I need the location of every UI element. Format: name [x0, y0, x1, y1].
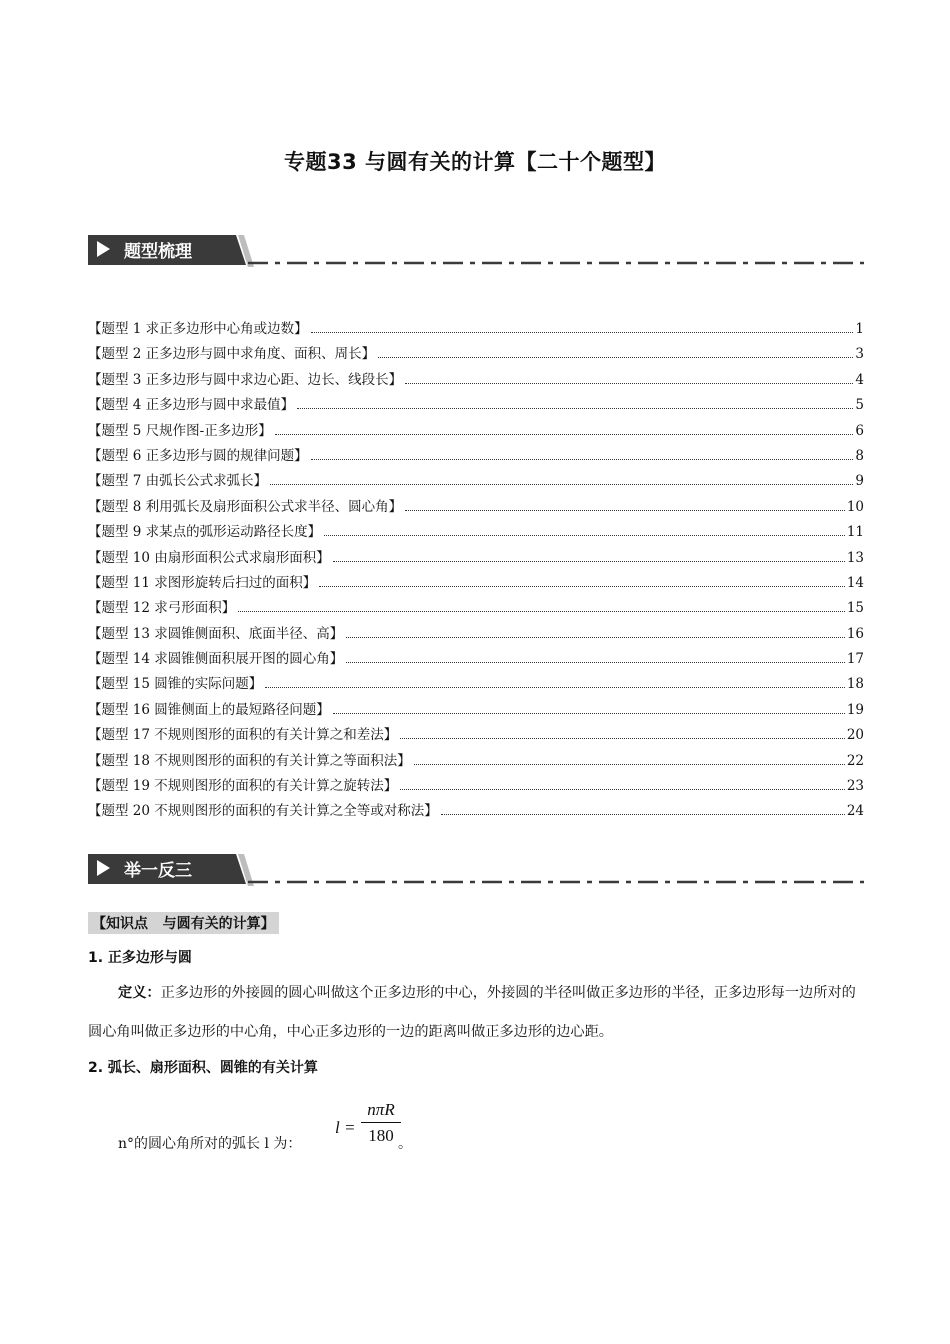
toc-entry[interactable]	[88, 596, 864, 621]
toc-page-number: 9	[855, 473, 864, 490]
toc-entry-title: 【题型 10 由扇形面积公式求扇形面积】	[88, 549, 330, 566]
toc-page-number: 6	[855, 422, 864, 439]
toc-entry-title: 【题型 17 不规则图形的面积的有关计算之和差法】	[88, 727, 398, 744]
toc-page-number: 5	[855, 397, 864, 414]
toc-entry[interactable]	[88, 723, 864, 748]
toc-dot-leader	[441, 814, 845, 815]
toc-entry[interactable]	[88, 419, 864, 444]
toc-dot-leader	[400, 789, 845, 790]
toc-dot-leader	[333, 713, 845, 714]
toc-entry-title: 【题型 2 正多边形与圆中求角度、面积、周长】	[88, 346, 376, 363]
toc-entry-title: 【题型 8 利用弧长及扇形面积公式求半径、圆心角】	[88, 498, 403, 515]
toc-entry[interactable]	[88, 749, 864, 774]
toc-page-number: 24	[846, 803, 864, 820]
table-of-contents	[88, 317, 864, 825]
toc-dot-leader	[297, 408, 853, 409]
toc-page-number: 19	[846, 701, 864, 718]
banner-graphic	[88, 232, 864, 272]
toc-dot-leader	[324, 535, 845, 536]
toc-page-number: 20	[846, 727, 864, 744]
formula-period: 。	[398, 1136, 412, 1152]
toc-page-number: 4	[855, 371, 864, 388]
toc-entry[interactable]	[88, 622, 864, 647]
toc-entry[interactable]	[88, 546, 864, 571]
toc-dot-leader	[319, 586, 845, 587]
toc-dot-leader	[275, 434, 854, 435]
toc-page-number: 1	[855, 321, 864, 337]
definition-label: 定义：	[118, 985, 161, 1001]
toc-entry-title: 【题型 6 正多边形与圆的规律问题】	[88, 447, 308, 464]
toc-page-number: 15	[846, 600, 864, 617]
toc-page-number: 18	[846, 676, 864, 693]
toc-entry[interactable]	[88, 520, 864, 545]
toc-entry-title: 【题型 19 不规则图形的面积的有关计算之旋转法】	[88, 778, 398, 795]
toc-dot-leader	[270, 484, 853, 485]
formula-fraction	[361, 1100, 401, 1146]
toc-page-number: 11	[846, 524, 864, 541]
toc-entry-title: 【题型 20 不规则图形的面积的有关计算之全等或对称法】	[88, 803, 438, 820]
toc-page-number: 22	[846, 752, 864, 769]
toc-entry[interactable]	[88, 469, 864, 494]
toc-dot-leader	[311, 459, 854, 460]
toc-entry[interactable]	[88, 571, 864, 596]
toc-entry[interactable]	[88, 698, 864, 723]
toc-entry[interactable]	[88, 495, 864, 520]
toc-page-number: 23	[846, 778, 864, 795]
toc-dot-leader	[333, 561, 845, 562]
toc-dot-leader	[238, 611, 845, 612]
formula-lhs: l =	[335, 1118, 356, 1137]
page-title: 专题33 与圆有关的计算【二十个题型】	[283, 150, 667, 174]
toc-entry[interactable]	[88, 672, 864, 697]
toc-entry[interactable]	[88, 647, 864, 672]
banner-graphic	[88, 851, 864, 891]
section-banner-types	[88, 232, 864, 272]
toc-dot-leader	[346, 662, 845, 663]
toc-dot-leader	[311, 332, 854, 333]
toc-page-number: 10	[846, 498, 864, 515]
toc-entry[interactable]	[88, 799, 864, 824]
toc-entry[interactable]	[88, 368, 864, 393]
toc-entry-title: 【题型 13 求圆锥侧面积、底面半径、高】	[88, 625, 344, 642]
toc-entry-title: 【题型 9 求某点的弧形运动路径长度】	[88, 524, 322, 541]
toc-entry[interactable]	[88, 342, 864, 367]
toc-entry-title: 【题型 11 求图形旋转后扫过的面积】	[88, 574, 317, 591]
toc-entry-title: 【题型 18 不规则图形的面积的有关计算之等面积法】	[88, 752, 411, 769]
section-title: 题型梳理	[124, 242, 192, 262]
toc-entry[interactable]	[88, 317, 864, 342]
toc-page-number: 3	[855, 346, 864, 363]
formula-numerator: nπR	[367, 1100, 395, 1119]
section-banner-examples	[88, 851, 864, 891]
toc-entry-title: 【题型 1 求正多边形中心角或边数】	[88, 321, 308, 337]
knowledge-point-tag: 【知识点 与圆有关的计算】	[88, 912, 279, 934]
toc-dot-leader	[265, 687, 845, 688]
toc-entry[interactable]	[88, 444, 864, 469]
toc-entry-title: 【题型 16 圆锥侧面上的最短路径问题】	[88, 701, 330, 718]
toc-dot-leader	[414, 764, 845, 765]
toc-entry-title: 【题型 3 正多边形与圆中求边心距、边长、线段长】	[88, 371, 403, 388]
subheading-arc-sector-cone: 2. 弧长、扇形面积、圆锥的有关计算	[88, 1060, 318, 1076]
toc-entry[interactable]	[88, 393, 864, 418]
toc-page-number: 13	[846, 549, 864, 566]
fraction-bar	[361, 1122, 401, 1123]
toc-entry-title: 【题型 15 圆锥的实际问题】	[88, 676, 263, 693]
toc-entry-title: 【题型 14 求圆锥侧面积展开图的圆心角】	[88, 651, 344, 668]
toc-entry-title: 【题型 5 尺规作图-正多边形】	[88, 422, 272, 439]
toc-dot-leader	[346, 637, 845, 638]
toc-entry-title: 【题型 12 求弓形面积】	[88, 600, 236, 617]
toc-page-number: 14	[846, 574, 864, 591]
toc-entry-title: 【题型 4 正多边形与圆中求最值】	[88, 397, 295, 414]
arc-length-text: n°的圆心角所对的弧长 l 为：	[118, 1136, 302, 1152]
definition-text: 正多边形的外接圆的圆心叫做这个正多边形的中心，外接圆的半径叫做正多边形的半径，正多边形每一边所对的圆心角叫做正多边形的中心角，中心正多边形的一边的距离叫做正多边形的边心距。	[88, 985, 856, 1040]
formula-denominator: 180	[368, 1126, 394, 1145]
toc-page-number: 8	[855, 447, 864, 464]
toc-entry[interactable]	[88, 774, 864, 799]
toc-dot-leader	[378, 357, 853, 358]
definition-paragraph	[88, 974, 866, 1052]
toc-entry-title: 【题型 7 由弧长公式求弧长】	[88, 473, 268, 490]
toc-dot-leader	[405, 383, 853, 384]
toc-page-number: 16	[846, 625, 864, 642]
toc-dot-leader	[405, 510, 845, 511]
toc-dot-leader	[400, 738, 845, 739]
toc-page-number: 17	[846, 651, 864, 668]
subheading-polygon-circle: 1. 正多边形与圆	[88, 950, 192, 966]
section-title: 举一反三	[124, 861, 192, 881]
